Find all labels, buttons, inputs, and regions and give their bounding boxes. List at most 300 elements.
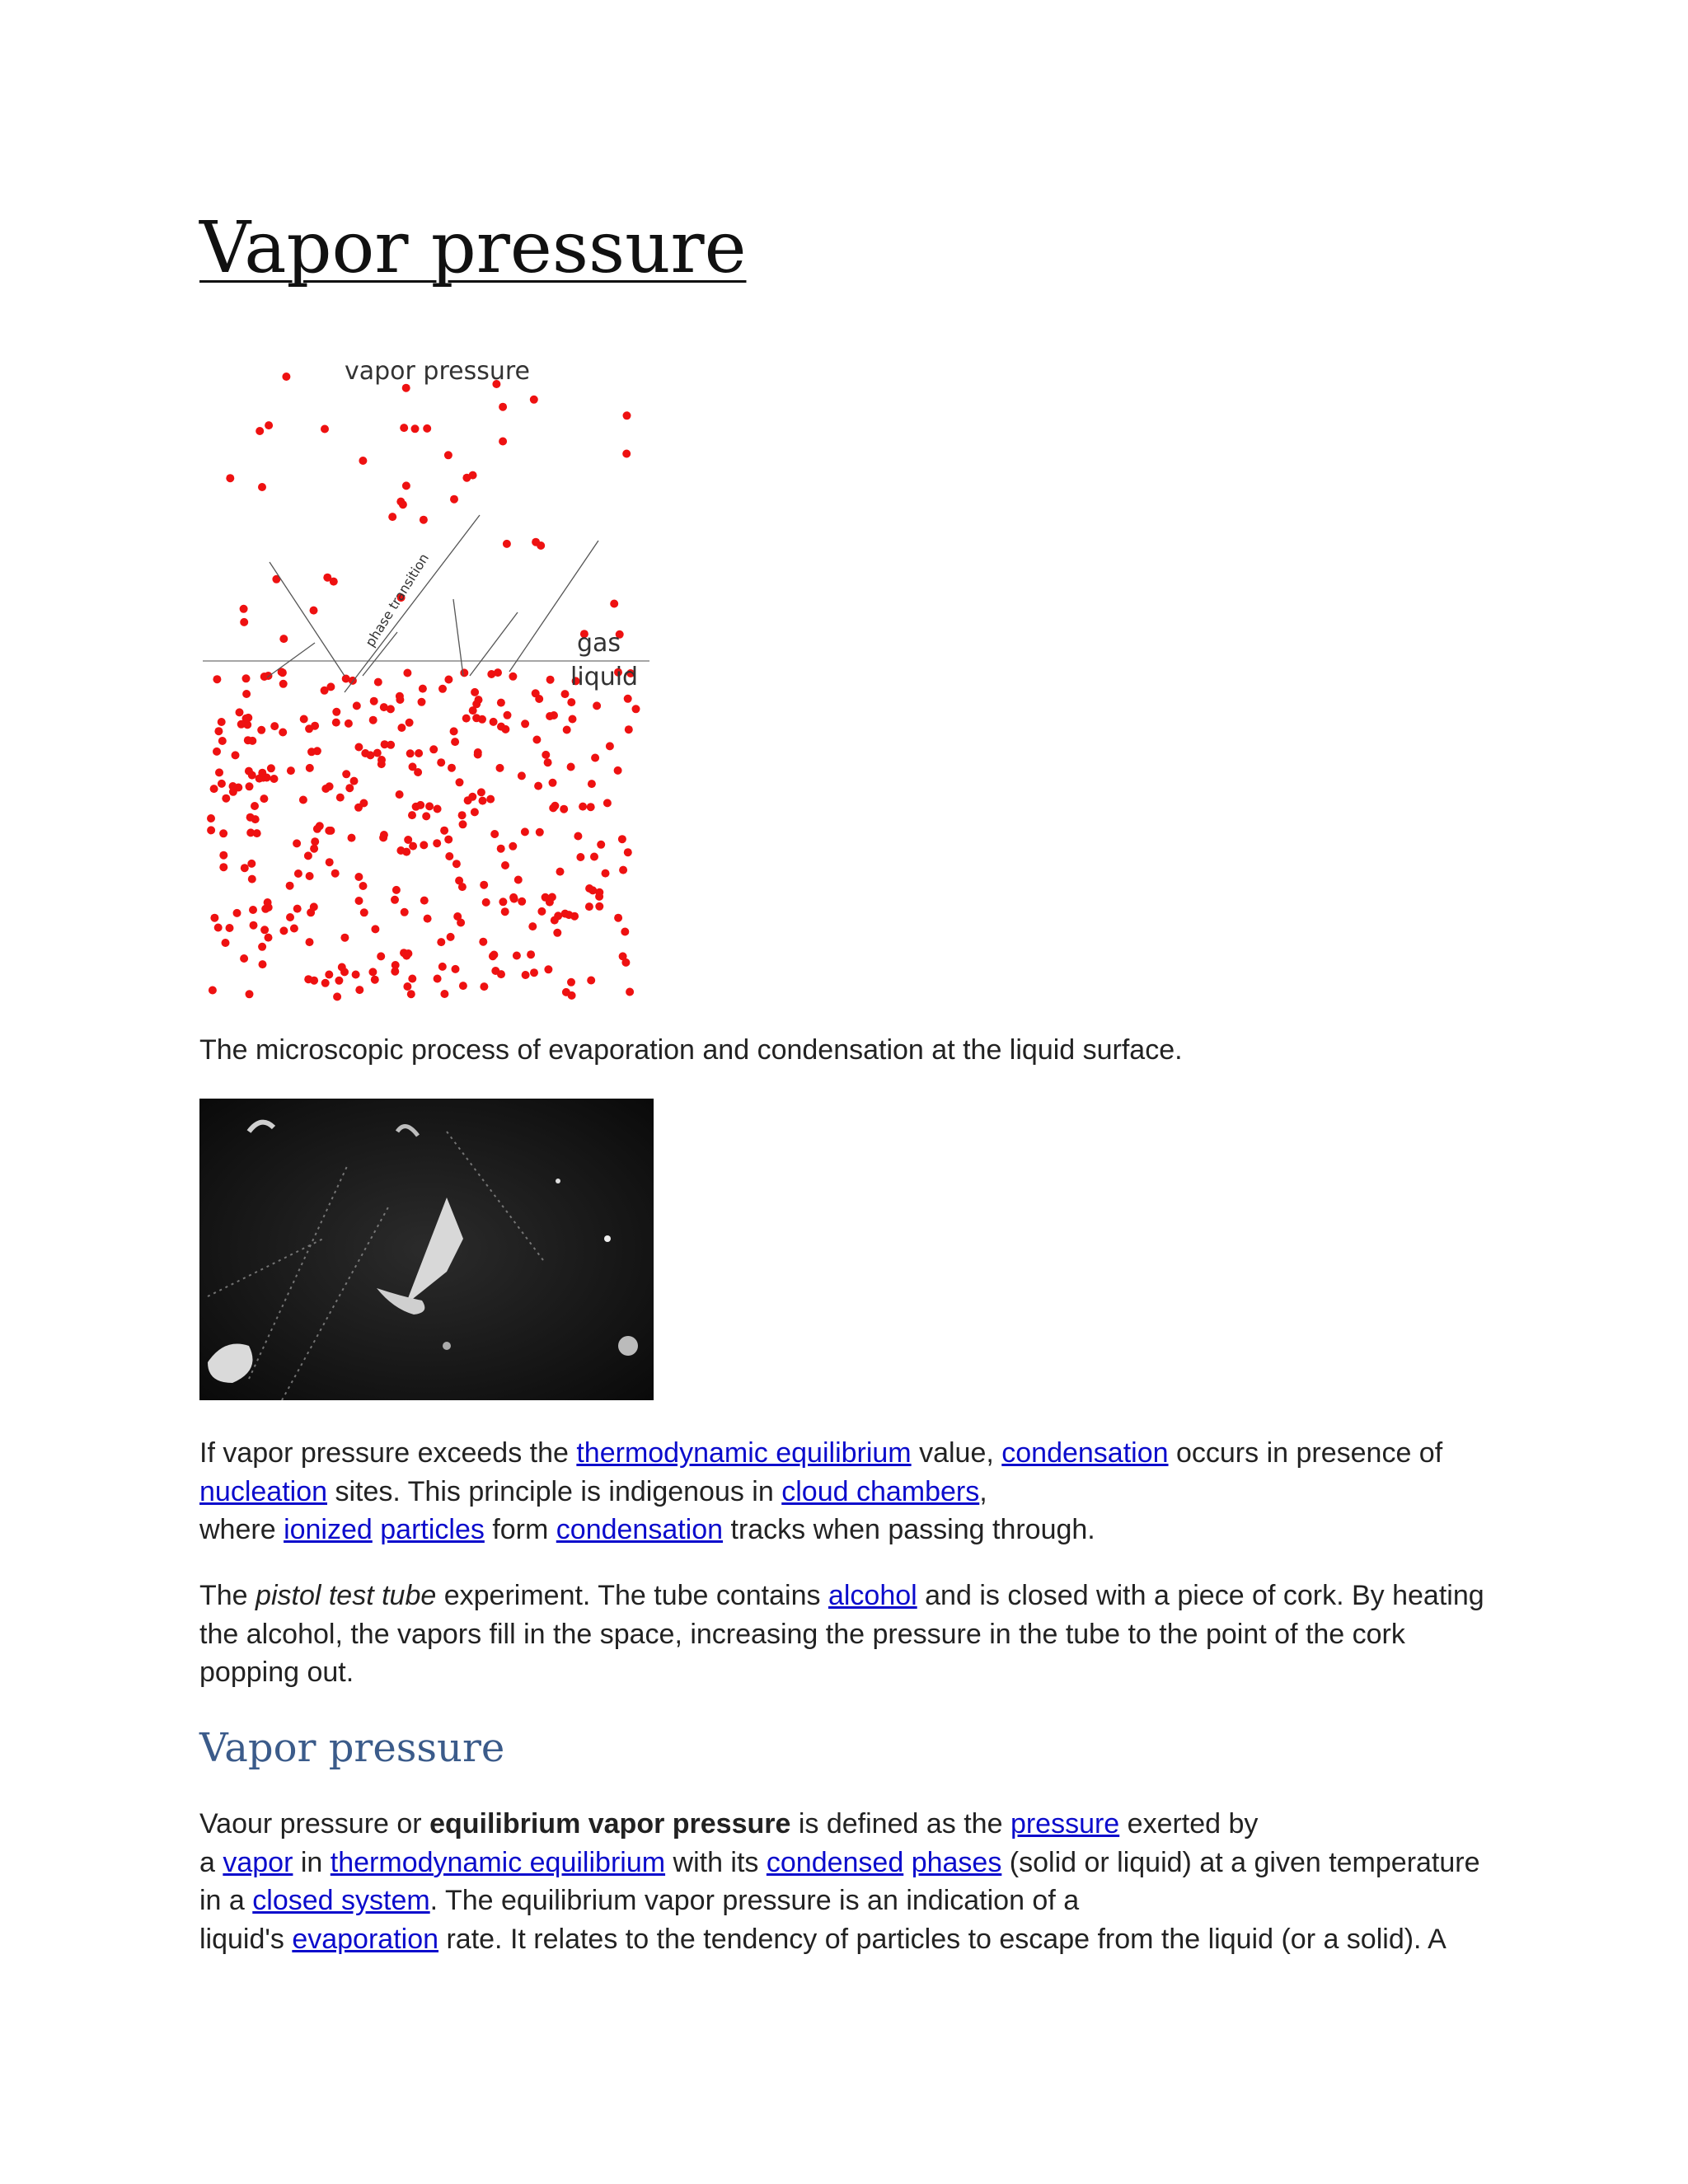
molecule-dot (404, 949, 412, 958)
text-run: rate. It relates to the tendency of particles to escape from the liquid (or a solid). A (438, 1923, 1447, 1955)
molecule-dot (521, 719, 529, 728)
molecule-dot (258, 943, 266, 951)
molecule-dot (621, 928, 629, 936)
molecule-dot (624, 695, 632, 703)
molecule-dot (340, 934, 349, 942)
molecule-dot (323, 574, 331, 582)
molecule-dot (226, 924, 234, 932)
molecule-dot (359, 799, 368, 808)
molecule-dot (621, 958, 630, 967)
page-title: Vapor pressure (199, 207, 747, 289)
molecule-dot (342, 770, 350, 778)
text-run: is defined as the (790, 1808, 1010, 1840)
text-run: tracks when passing through. (723, 1514, 1095, 1545)
molecule-dot (513, 952, 521, 960)
molecule-dot (294, 869, 302, 878)
molecule-dot (419, 685, 427, 693)
molecule-dot (422, 812, 430, 820)
molecule-dot (258, 483, 266, 491)
molecule-dot (400, 424, 408, 432)
molecule-dot (479, 938, 487, 946)
molecule-dot (522, 971, 530, 979)
molecule-dot (359, 457, 367, 465)
molecule-dot (563, 726, 571, 734)
molecule-dot (371, 976, 379, 984)
molecule-dot (313, 825, 321, 833)
molecule-dot (354, 743, 363, 752)
molecule-dot (359, 882, 368, 890)
molecule-dot (587, 977, 595, 985)
molecule-dot (246, 782, 254, 790)
molecule-dot (474, 751, 482, 759)
molecule-dot (249, 906, 257, 914)
molecule-dot (403, 982, 411, 991)
evaporation-diagram (199, 346, 658, 1005)
molecule-dot (530, 396, 538, 404)
text-run: a (199, 1846, 223, 1878)
molecule-dot (237, 720, 246, 729)
molecule-dot (219, 863, 227, 871)
molecule-dot (290, 925, 298, 933)
molecule-dot (469, 706, 477, 715)
molecule-dot (377, 952, 385, 960)
molecule-dot (553, 929, 561, 937)
molecule-dot (260, 673, 269, 681)
molecule-dot (332, 708, 340, 716)
link-condensation[interactable]: condensation (1001, 1437, 1169, 1469)
molecule-dot (279, 729, 287, 737)
molecule-dot (499, 403, 507, 411)
molecule-dot (614, 766, 622, 775)
molecule-dot (240, 605, 248, 613)
molecule-dot (265, 934, 273, 942)
link-ionized[interactable]: ionized (284, 1514, 373, 1545)
molecule-dot (325, 827, 333, 835)
molecule-dot (549, 804, 557, 812)
molecule-dot (370, 697, 378, 705)
molecule-dot (556, 868, 565, 876)
molecule-dot (423, 424, 431, 433)
molecule-dot (453, 912, 462, 921)
molecule-dot (259, 960, 267, 968)
molecule-dot (214, 727, 223, 735)
link-particles[interactable]: particles (380, 1514, 485, 1545)
molecule-dot (408, 811, 416, 819)
molecule-dot (213, 675, 221, 683)
molecule-dot (236, 708, 244, 716)
molecule-dot (482, 898, 490, 907)
text-run: form (484, 1514, 556, 1545)
molecule-dot (299, 796, 307, 804)
molecule-dot (626, 988, 634, 996)
molecule-dot (618, 835, 626, 843)
text-run: The (199, 1580, 256, 1611)
molecule-dot (332, 719, 340, 727)
molecule-dot (562, 988, 570, 996)
molecule-dot (279, 668, 287, 677)
molecule-dot (369, 716, 377, 724)
molecule-dot (574, 832, 582, 841)
molecule-dot (606, 742, 614, 750)
molecule-dot (501, 725, 509, 733)
molecule-dot (576, 853, 584, 861)
molecule-dot (350, 777, 359, 785)
molecule-dot (251, 802, 259, 810)
text-run: in (293, 1846, 331, 1878)
molecule-dot (521, 827, 529, 836)
molecule-dot (459, 982, 467, 990)
paragraph-definition (199, 1805, 1502, 1958)
molecule-dot (632, 705, 640, 713)
molecule-dot (240, 954, 248, 963)
molecule-dot (355, 897, 363, 905)
paragraph-pistol-test-tube (199, 1577, 1502, 1692)
molecule-dot (267, 764, 275, 772)
molecule-dot (489, 952, 497, 960)
molecule-dot (336, 794, 345, 802)
molecule-dot (585, 884, 593, 893)
molecule-dot (595, 902, 603, 911)
molecule-dot (354, 873, 363, 881)
molecule-dot (527, 950, 535, 958)
molecule-dot (445, 852, 453, 860)
molecule-dot (326, 858, 334, 866)
molecule-dot (340, 968, 349, 976)
molecule-dot (352, 971, 360, 979)
molecule-dot (501, 861, 509, 869)
molecule-dot (219, 851, 227, 860)
text-run: . The equilibrium vapor pressure is an indication of a (429, 1885, 1080, 1916)
molecule-dot (544, 965, 552, 973)
molecule-dot (587, 803, 595, 811)
molecule-dot (232, 751, 240, 759)
molecule-dot (480, 982, 488, 991)
link-condensed[interactable]: condensed (766, 1846, 904, 1878)
molecule-dot (387, 741, 395, 749)
molecule-dot (345, 784, 354, 792)
molecule-dot (396, 846, 405, 855)
molecule-dot (218, 718, 226, 726)
molecule-dot (207, 826, 215, 834)
molecule-dot (377, 756, 386, 764)
molecule-dot (242, 674, 251, 682)
molecule-dot (602, 869, 610, 878)
molecule-dot (496, 764, 504, 772)
molecule-dot (438, 685, 447, 693)
molecule-dot (242, 690, 251, 698)
molecule-dot (409, 842, 417, 851)
text-run: liquid's (199, 1923, 293, 1955)
molecule-dot (265, 421, 273, 429)
molecule-dot (420, 897, 429, 905)
text-run: occurs in presence of (1168, 1437, 1443, 1469)
molecule-dot (300, 715, 308, 724)
molecule-dot (310, 902, 318, 911)
link-phases[interactable]: phases (911, 1846, 1002, 1878)
molecule-dot (326, 682, 335, 691)
molecule-dot (614, 914, 622, 922)
label-phase-transition: phase transition (362, 551, 433, 650)
molecule-dot (391, 968, 399, 976)
molecule-dot (579, 803, 587, 811)
molecule-dot (304, 851, 312, 860)
link-vapor[interactable]: vapor (223, 1846, 293, 1878)
molecule-dot (593, 701, 601, 710)
molecule-dot (213, 748, 221, 756)
molecule-dot (532, 736, 541, 744)
molecule-dot (209, 987, 217, 995)
molecule-dot (537, 907, 546, 916)
molecule-dot (433, 839, 441, 847)
molecule-dot (565, 911, 573, 919)
molecule-dot (366, 751, 374, 759)
molecule-dot (623, 411, 631, 419)
molecule-dot (469, 471, 477, 480)
molecule-dot (321, 425, 329, 434)
molecule-dot (561, 690, 570, 698)
molecule-dot (588, 780, 596, 788)
molecule-dot (310, 607, 318, 615)
text-run: (solid or liquid) at a given temperature in a (199, 1846, 1480, 1916)
molecule-dot (247, 860, 256, 868)
molecule-dot (310, 845, 318, 853)
molecule-dot (440, 827, 448, 835)
molecule-dot (590, 853, 598, 861)
molecule-dot (622, 450, 631, 458)
molecule-dot (585, 902, 593, 911)
molecule-dot (258, 769, 266, 777)
molecule-dot (392, 886, 401, 894)
molecule-dot (210, 914, 218, 922)
molecule-dot (360, 908, 368, 916)
molecule-dot (501, 907, 509, 916)
molecule-dot (240, 618, 248, 626)
molecule-dot (233, 909, 241, 917)
molecule-dot (451, 738, 459, 746)
molecule-dot (401, 908, 409, 916)
molecule-dot (603, 799, 612, 807)
bold-term: equilibrium vapor pressure (429, 1808, 791, 1840)
molecule-dot (444, 676, 452, 684)
molecule-dot (260, 794, 268, 803)
molecule-dot (397, 724, 406, 732)
link-thermodynamic-equilibrium[interactable]: thermodynamic equilibrium (576, 1437, 912, 1469)
molecule-dot (452, 965, 460, 973)
molecule-dot (215, 768, 223, 776)
molecule-dot (497, 970, 505, 978)
molecule-dot (368, 968, 377, 976)
molecule-dot (597, 841, 605, 849)
molecule-dot (595, 893, 603, 901)
molecule-dot (471, 688, 479, 696)
molecule-dot (551, 916, 559, 925)
molecule-dot (418, 698, 426, 706)
molecule-dot (415, 749, 423, 757)
molecule-dot (514, 876, 523, 884)
molecule-dot (207, 814, 215, 823)
molecule-dot (214, 924, 223, 932)
molecule-dot (279, 635, 288, 643)
molecule-dot (420, 516, 428, 524)
molecule-dot (550, 711, 558, 719)
molecule-dot (591, 754, 599, 762)
molecule-dot (260, 926, 269, 934)
text-run: sites. This principle is indigenous in (327, 1475, 782, 1507)
molecule-dot (480, 881, 488, 889)
molecule-dot (286, 913, 294, 921)
molecule-dot (409, 762, 417, 771)
molecule-dot (437, 758, 445, 766)
molecule-dot (494, 668, 502, 677)
molecule-dot (229, 782, 237, 790)
molecule-dot (497, 845, 505, 853)
molecule-dot (408, 975, 416, 983)
molecule-dot (452, 860, 461, 868)
molecule-dot (528, 922, 537, 930)
molecule-dot (270, 775, 279, 783)
molecule-dot (307, 748, 316, 756)
molecule-dot (509, 842, 517, 851)
molecule-dot (391, 896, 399, 904)
molecule-dot (542, 751, 550, 759)
molecule-dot (434, 805, 442, 813)
text-run: experiment. The tube contains (436, 1580, 828, 1611)
molecule-dot (569, 715, 577, 724)
molecule-dot (499, 898, 507, 906)
molecule-dot (222, 939, 230, 947)
molecule-dot (477, 788, 485, 796)
molecule-dot (567, 698, 575, 706)
molecule-dot (348, 834, 356, 842)
emphasis-pistol-test-tube: pistol test tube (256, 1580, 437, 1611)
molecule-dot (518, 771, 526, 780)
molecule-dot (326, 782, 334, 790)
molecule-dot (246, 990, 254, 998)
molecule-dot (486, 795, 495, 804)
text-run: If vapor pressure exceeds the (199, 1437, 577, 1469)
molecule-dot (438, 963, 447, 971)
text-run: Vaour pressure or (199, 1808, 430, 1840)
molecule-dot (304, 975, 312, 983)
molecule-dot (325, 971, 333, 979)
molecule-dot (321, 979, 330, 987)
molecule-dot (455, 877, 463, 885)
molecule-dot (293, 905, 302, 913)
molecule-dot (490, 718, 498, 726)
molecule-dot (335, 977, 343, 985)
molecule-dot (411, 424, 420, 433)
molecule-dot (471, 808, 479, 816)
molecule-dot (371, 925, 379, 933)
molecule-dot (256, 427, 264, 435)
link-cloud-chambers[interactable]: cloud chambers (781, 1475, 980, 1507)
molecule-dot (546, 676, 555, 684)
molecule-dot (282, 373, 290, 381)
figure-caption: The microscopic process of evaporation and condensation at the liquid surface. (199, 1034, 1183, 1066)
link-evaporation[interactable]: evaporation (292, 1923, 439, 1955)
molecule-dot (567, 978, 575, 987)
link-closed-system[interactable]: closed system (252, 1885, 430, 1916)
molecule-dot (472, 714, 481, 722)
paragraph-cloud-chamber (199, 1434, 1502, 1549)
molecule-dot (460, 668, 468, 677)
molecule-dot (218, 780, 226, 788)
molecule-dot (293, 839, 301, 847)
molecule-dot (380, 831, 388, 839)
molecule-dot (246, 828, 255, 837)
molecule-dot (406, 749, 415, 757)
text-run (373, 1514, 380, 1545)
molecule-dot (311, 722, 319, 730)
molecule-dot (355, 986, 363, 994)
molecule-dot (403, 669, 411, 677)
molecule-dot (530, 968, 538, 977)
molecule-dot (420, 841, 428, 849)
molecule-dot (624, 848, 632, 856)
molecule-dot (241, 864, 249, 872)
molecule-dot (257, 726, 265, 734)
molecule-dot (535, 695, 543, 703)
molecule-dot (490, 830, 499, 838)
molecule-dot (468, 793, 476, 801)
molecule-dot (458, 811, 467, 819)
link-alcohol[interactable]: alcohol (828, 1580, 917, 1611)
molecule-dot (353, 701, 361, 710)
molecule-dot (440, 990, 448, 998)
molecule-dot (534, 782, 542, 790)
molecule-dot (518, 898, 526, 906)
label-vapor-pressure: vapor pressure (345, 357, 530, 386)
link-nucleation[interactable]: nucleation (199, 1475, 328, 1507)
link-pressure[interactable]: pressure (1010, 1808, 1120, 1840)
molecule-dot (450, 727, 458, 735)
molecule-dot (306, 764, 314, 772)
molecule-dot (444, 451, 452, 459)
molecule-dot (416, 801, 424, 809)
molecule-dot (248, 875, 256, 883)
molecule-dot (287, 766, 295, 775)
molecule-dot (509, 893, 518, 902)
molecule-dot (270, 722, 279, 730)
molecule-dot (246, 813, 255, 822)
molecule-dot (406, 719, 414, 727)
molecule-dot (544, 758, 552, 766)
molecule-dot (396, 696, 404, 704)
molecule-dot (222, 794, 230, 803)
link-condensation-2[interactable]: condensation (556, 1514, 724, 1545)
molecule-dot (434, 975, 442, 983)
molecule-dot (499, 438, 507, 446)
molecule-dot (479, 797, 487, 805)
molecule-dot (219, 829, 227, 837)
link-thermodynamic-equilibrium-2[interactable]: thermodynamic equilibrium (330, 1846, 666, 1878)
text-run (903, 1847, 911, 1878)
molecule-dot (210, 785, 218, 793)
molecule-dot (437, 938, 445, 946)
molecule-dot (250, 921, 258, 930)
molecule-dot (279, 926, 288, 935)
molecule-dot (447, 933, 455, 941)
label-liquid: liquid (570, 663, 639, 691)
molecule-dot (374, 678, 382, 687)
molecule-dot (396, 790, 404, 799)
molecule-dot (560, 805, 568, 813)
molecule-dot (331, 869, 340, 878)
molecule-dot (279, 680, 288, 688)
molecule-dot (425, 802, 434, 810)
cloud-chamber-photo (199, 1099, 654, 1400)
text-run: and is closed with a piece of cork. By heating the alcohol, the vapors fill in the space, increasing the pressure in the tube to the point of the cork popping out. (199, 1580, 1484, 1688)
